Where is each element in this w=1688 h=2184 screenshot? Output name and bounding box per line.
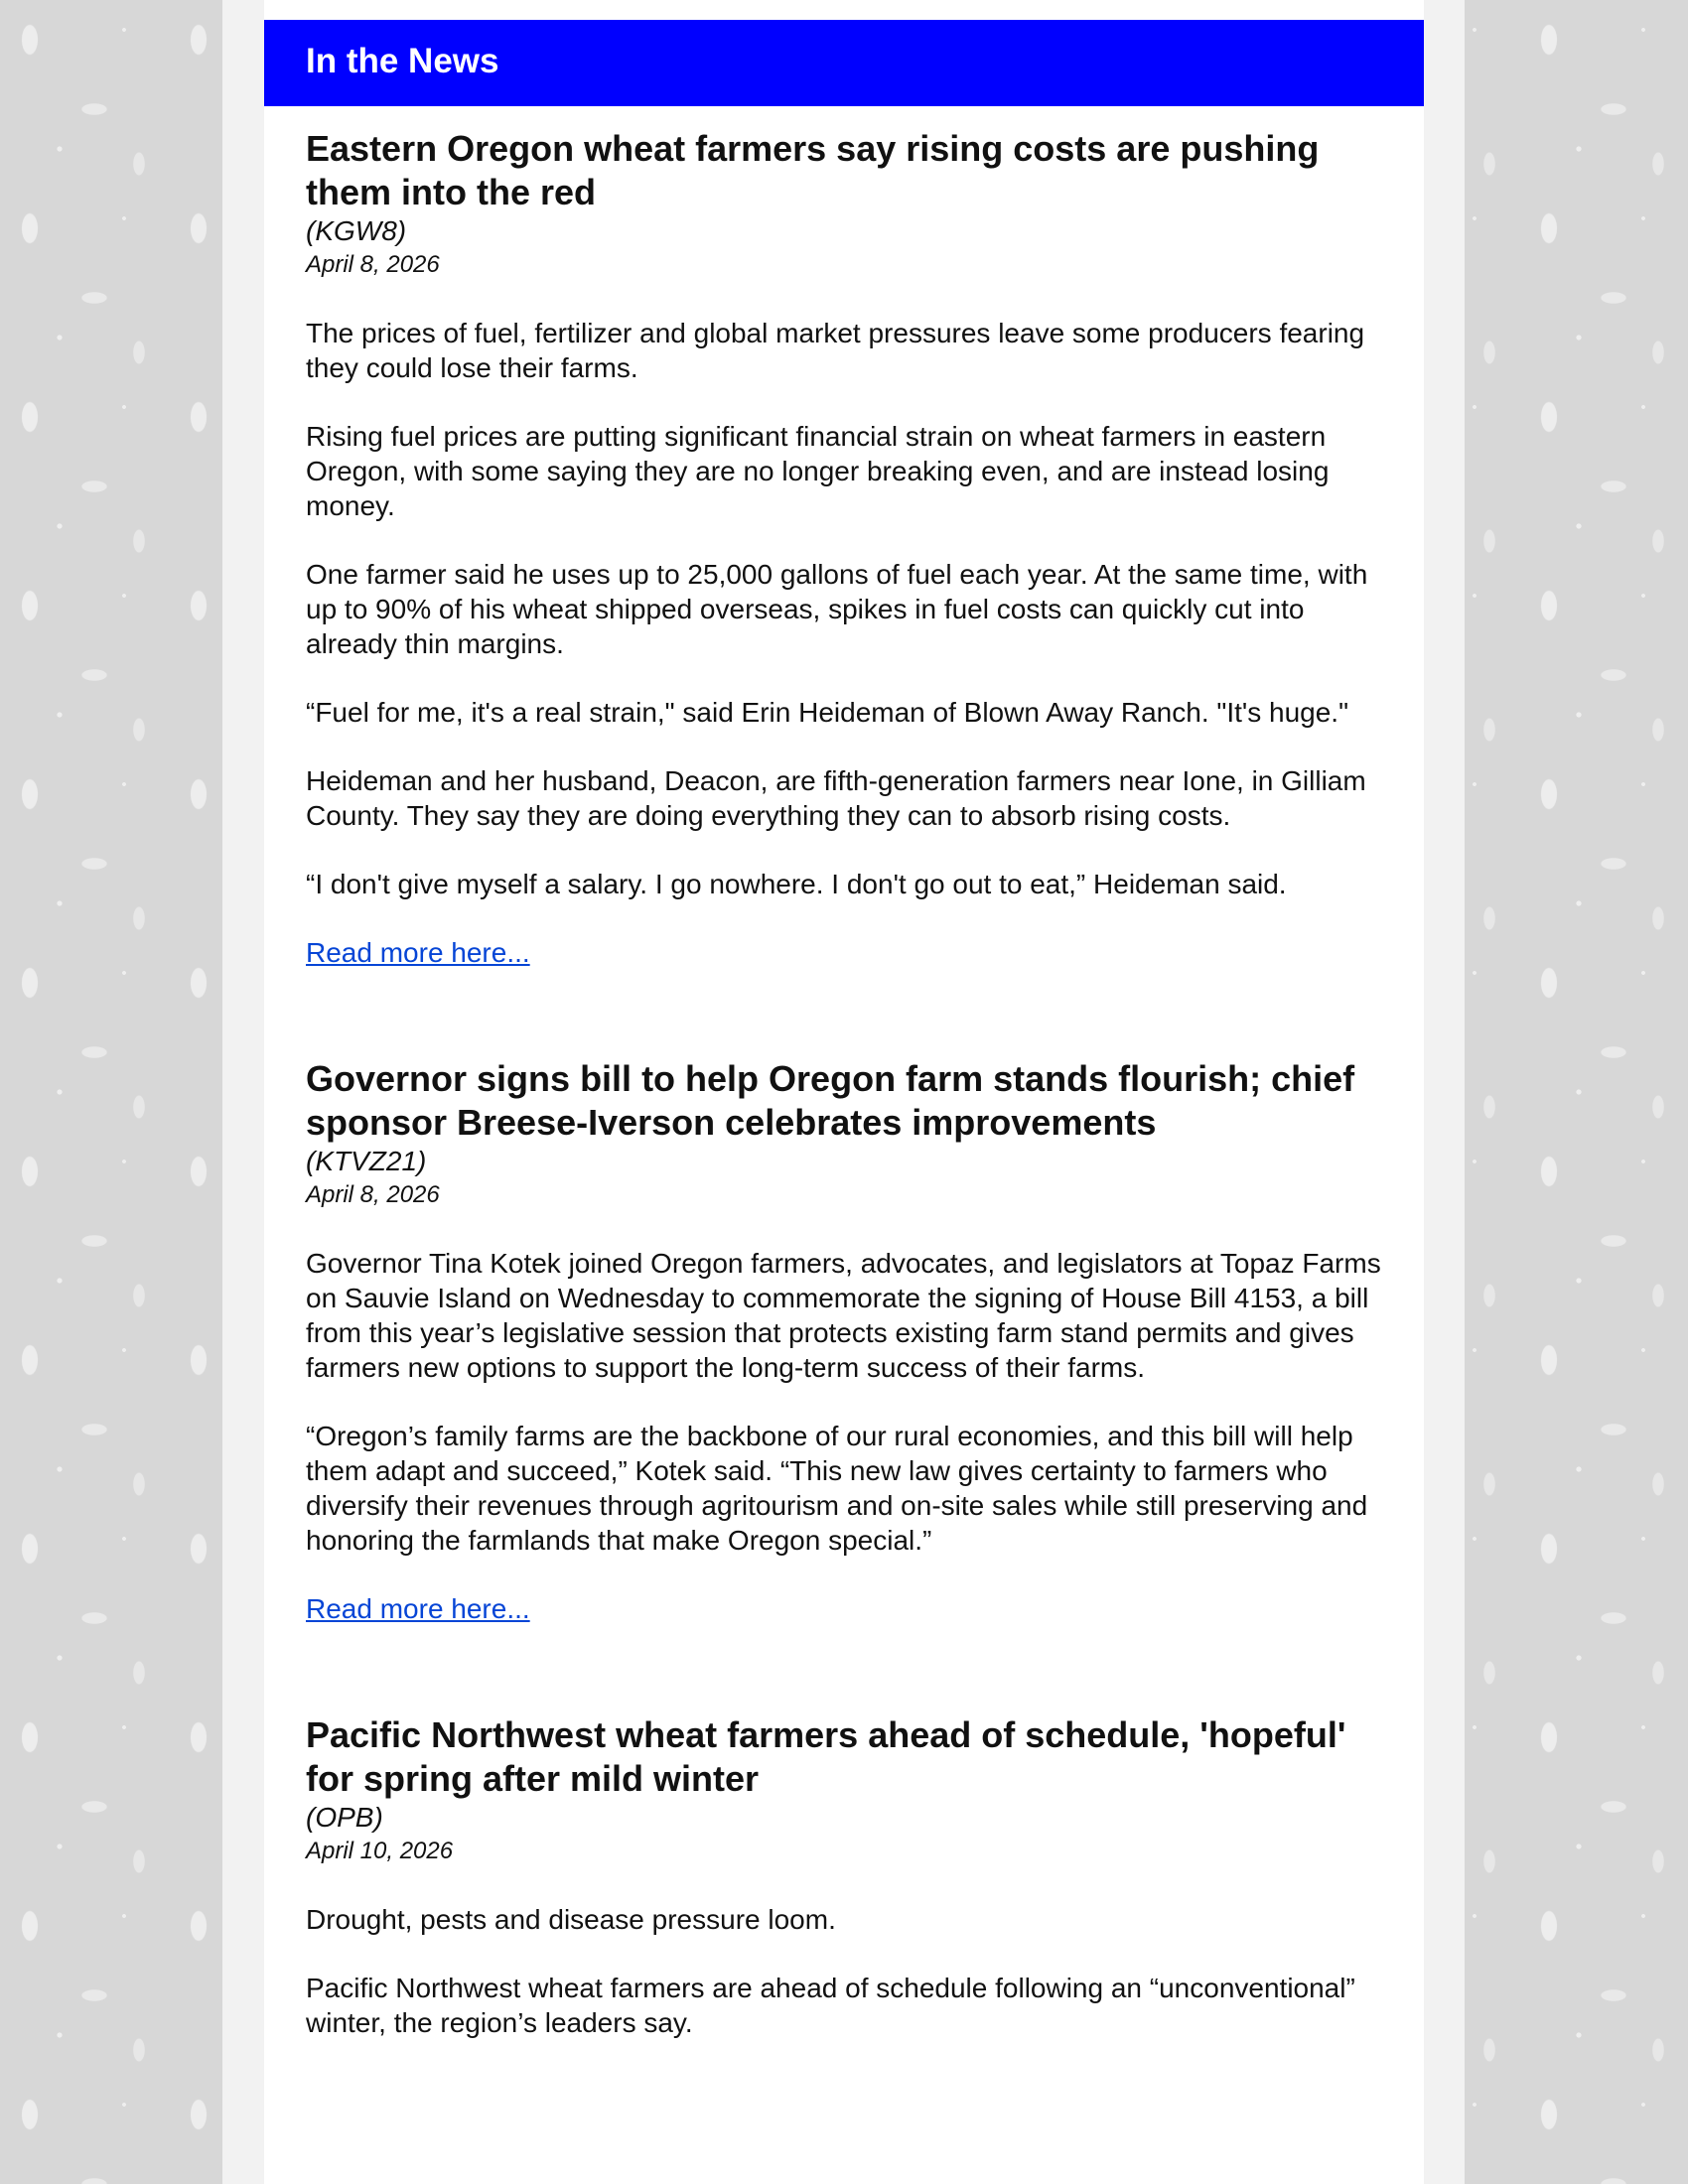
news-article [306,1713,1388,2040]
article-paragraph: Governor Tina Kotek joined Oregon farmers, advocates, and legislators at Topaz Farms on Sauvie Island on Wednesday to commemorate the signing of House Bill 4153, a bill from this year’s legislative session that protects existing farm stand permits and gives farmers new options to support the long-term success of their farms. [306,1248,1381,1383]
article-title: Governor signs bill to help Oregon farm stands flourish; chief sponsor Breese-Iverson celebrates improvements [306,1058,1355,1143]
article-paragraph: Rising fuel prices are putting significant financial strain on wheat farmers in eastern Oregon, with some saying they are no longer breaking even, and are instead losing money. [306,421,1330,521]
section-title: In the News [306,42,499,80]
page-column [222,0,1465,2184]
article-paragraph: “Oregon’s family farms are the backbone of our rural economies, and this bill will help them adapt and succeed,” Kotek said. “This new law gives certainty to farmers who diversify their revenues through agritourism and on-site sales while still preserving and honoring the farmlands that make Oregon special.” [306,1421,1368,1556]
read-more-link[interactable]: Read more here... [306,1593,530,1624]
read-more-link[interactable]: Read more here... [306,937,530,968]
article-source: (OPB) [306,1802,383,1833]
article-paragraph: “I don't give myself a salary. I go nowhere. I don't go out to eat,” Heideman said. [306,869,1287,899]
article-paragraph: One farmer said he uses up to 25,000 gallons of fuel each year. At the same time, with up to 90% of his wheat shipped overseas, spikes in fuel costs can quickly cut into already thin margins. [306,559,1368,659]
article-paragraph: Heideman and her husband, Deacon, are fifth-generation farmers near Ione, in Gilliam County. They say they are doing everything they can to absorb rising costs. [306,765,1366,831]
article-title: Pacific Northwest wheat farmers ahead of schedule, 'hopeful' for spring after mild winter [306,1714,1346,1799]
article-paragraph: Pacific Northwest wheat farmers are ahead of schedule following an “unconventional” winter, the region’s leaders say. [306,1973,1355,2038]
article-date: April 8, 2026 [306,251,440,278]
article-paragraph: The prices of fuel, fertilizer and global market pressures leave some producers fearing they could lose their farms. [306,318,1365,383]
article-paragraph: Drought, pests and disease pressure loom. [306,1904,836,1935]
newsletter-card [264,0,1424,2184]
news-article [306,127,1388,970]
article-source: (KGW8) [306,215,407,246]
news-list [306,127,1388,2127]
article-title: Eastern Oregon wheat farmers say rising costs are pushing them into the red [306,128,1320,212]
article-source: (KTVZ21) [306,1146,427,1176]
article-paragraph: “Fuel for me, it's a real strain," said Erin Heideman of Blown Away Ranch. "It's huge." [306,697,1349,728]
section-banner [264,20,1424,106]
news-article [306,1057,1388,1626]
article-date: April 10, 2026 [306,1838,454,1864]
article-date: April 8, 2026 [306,1181,440,1208]
